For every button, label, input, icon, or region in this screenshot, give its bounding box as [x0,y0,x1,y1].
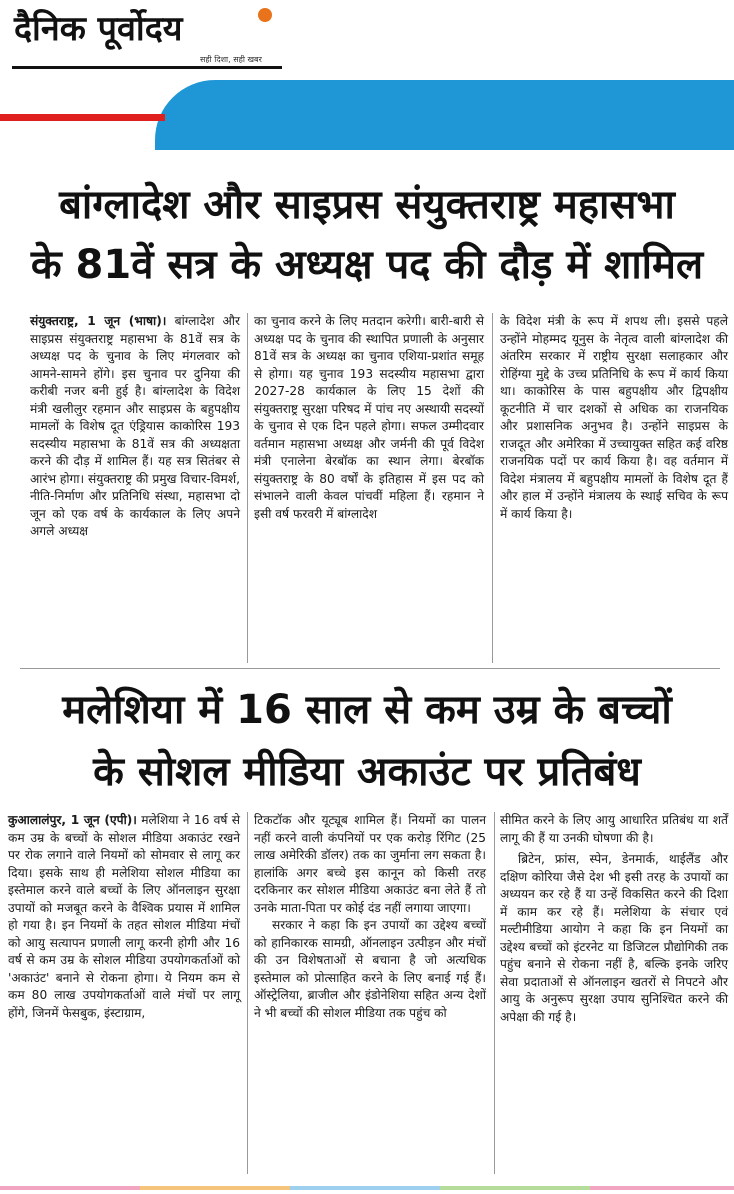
article1-col3-text: के विदेश मंत्री के रूप में शपथ ली। इससे पहले उन्होंने मोहम्मद यूनुस के नेतृत्व वाली बांग्लादेश की अंतरिम सरकार में राष्ट्रीय सुरक्षा सलाहकार और रोहिंग्या मुद्दे के उच्च प्रतिनिधि के रूप में कार्य किया था। काकोरिस के पास बहुपक्षीय और द्विपक्षीय कूटनीति में चार दशकों से अधिक का राजनयिक और प्रशासनिक अनुभव है। उन्होंने साइप्रस के राजदूत और अमेरिका में उच्चायुक्त सहित कई वरिष्ठ राजनयिक पदों पर कार्य किया है। वह वर्तमान में विदेश मंत्रालय में बहुपक्षीय मामलों के विशेष दूत हैं और हाल में उन्होंने मंत्रालय के स्थाई सचिव के रूप में कार्य किया है। [500,314,728,521]
column-divider [494,812,495,1174]
column-divider [247,812,248,1174]
article1-column-3 [500,313,728,523]
article1-headline-line2: के 81वें सत्र के अध्यक्ष पद की दौड़ में शामिल [30,242,704,288]
article2-headline-line2: के सोशल मीडिया अकाउंट पर प्रतिबंध [93,749,641,795]
banner-red-line [0,114,165,121]
article2-col3-p1: सीमित करने के लिए आयु आधारित प्रतिबंध या शर्तें लागू की हैं या उनकी घोषणा की है। [500,813,728,845]
banner-blue-bar [155,80,734,150]
newspaper-logo: दैनिक पूर्वोदय [14,9,183,49]
article2-column-2 [254,812,486,1022]
article1-col2-text: का चुनाव करने के लिए मतदान करेगी। बारी-बारी से अध्यक्ष पद के चुनाव की स्थापित प्रणाली के अनुसार 81वें सत्र के अध्यक्ष का चुनाव एशिया-प्रशांत समूह से होगा। यह चुनाव 193 सदस्यीय महासभा द्वारा 2027-28 कार्यकाल के लिए 15 देशों की संयुक्तराष्ट्र सुरक्षा परिषद में पांच नए अस्थायी सदस्यों के चुनाव से एक दिन पहले होगा। सफल उम्मीदवार वर्तमान महासभा अध्यक्ष और जर्मनी की पूर्व विदेश मंत्री एनालेना बेरबॉक का स्थान लेगा। बेरबॉक संयुक्तराष्ट्र के 80 वर्षों के इतिहास में इस पद को संभालने वाली केवल पांचवीं महिला हैं। रहमान ने इसी वर्ष फरवरी में बांग्लादेश [254,314,484,521]
article2-dateline: कुआलालंपुर, 1 जून (एपी)। [8,813,137,827]
article2-col2-p2: सरकार ने कहा कि इन उपायों का उद्देश्य बच्चों को हानिकारक सामग्री, ऑनलाइन उत्पीड़न और मंचों की उन विशेषताओं से बचाना है जो अत्यधिक इस्तेमाल को प्रोत्साहित करने के लिए बनाई गई हैं। ऑस्ट्रेलिया, ब्राजील और इंडोनेशिया सहित अन्य देशों ने भी बच्चों की सोशल मीडिया तक पहुंच को [254,918,486,1020]
logo-dot-icon [258,8,272,22]
section-divider [20,668,720,669]
column-divider [247,313,248,663]
tagline: सही दिशा, सही खबर [200,55,262,64]
article1-headline-line1: बांग्लादेश और साइप्रस संयुक्तराष्ट्र महासभा [59,182,675,228]
article2-headline-line1: मलेशिया में 16 साल से कम उम्र के बच्चों [62,687,672,733]
article1-col1-text: बांग्लादेश और साइप्रस संयुक्तराष्ट्र महासभा के 81वें सत्र के अध्यक्ष पद के चुनाव के लिए मंगलवार को आमने-सामने होंगे। इस चुनाव पर दुनिया की करीबी नजर बनी हुई है। बांग्लादेश के विदेश मंत्री खलीलुर रहमान और साइप्रस के बहुपक्षीय मामलों के विशेष दूत एंड्रियास काकोरिस 193 सदस्यीय महासभा के 81वें सत्र की अध्यक्षता करने की दौड़ में शामिल हैं। यह सत्र सितंबर से आरंभ होगा। संयुक्तराष्ट्र की प्रमुख विचार-विमर्श, नीति-निर्माण और प्रतिनिधि संस्था, महासभा दो जून को एक वर्ष के कार्यकाल के लिए अपने अगले अध्यक्ष [30,314,240,538]
article2-col3-p2: ब्रिटेन, फ्रांस, स्पेन, डेनमार्क, थाईलैंड और दक्षिण कोरिया जैसे देश भी इसी तरह के उपायों का अध्ययन कर रहे हैं या उन्हें विकसित करने की दिशा में काम कर रहे हैं। मलेशिया के संचार एवं मल्टीमीडिया आयोग ने कहा कि इन नियमों का उद्देश्य बच्चों को इंटरनेट या डिजिटल प्रौद्योगिकी तक पहुंच बनाने से रोकना नहीं है, बल्कि इनके जरिए सेवा प्रदाताओं से ऑनलाइन खतरों से निपटने और आयु के अनुरूप सुरक्षा उपाय सुनिश्चित करने की अपेक्षा की गई है। [500,852,728,1024]
article2-column-3 [500,812,728,1026]
masthead [0,0,734,80]
bottom-color-bar [0,1180,734,1194]
article2-col2-p1: टिकटॉक और यूट्यूब शामिल हैं। नियमों का पालन नहीं करने वाली कंपनियों पर एक करोड़ रिंगिट (25 लाख अमेरिकी डॉलर) तक का जुर्माना लग सकता है। हालांकि अगर बच्चे इस कानून को किसी तरह दरकिनार कर सोशल मीडिया अकाउंट बना लेते हैं तो उनके माता-पिता पर कोई दंड नहीं लगाया जाएगा। [254,813,486,915]
article1-column-2 [254,313,484,523]
article1-column-1 [30,313,240,541]
logo-underline [12,66,282,69]
article2-col1-text: मलेशिया ने 16 वर्ष से कम उम्र के बच्चों के सोशल मीडिया अकाउंट रखने पर रोक लगाने वाले नियमों को सोमवार से लागू कर दिया। इसके साथ ही मलेशिया सोशल मीडिया का इस्तेमाल करने वाले बच्चों के लिए ऑनलाइन सुरक्षा उपायों को मजबूत करने के वैश्विक प्रयास में शामिल हो गया है। इन नियमों के तहत सोशल मीडिया मंचों को आयु सत्यापन प्रणाली लागू करनी होगी और 16 वर्ष से कम उम्र के सोशल मीडिया उपयोगकर्ताओं को 'अकाउंट' बनाने से रोकना होगा। ये नियम कम से कम 80 लाख उपयोगकर्ताओं वाले मंचों पर लागू होंगे, जिनमें फेसबुक, इंस्टाग्राम, [8,813,240,1020]
article1-dateline: संयुक्तराष्ट्र, 1 जून (भाषा)। [30,314,167,328]
header-banner [0,80,734,154]
article2-column-1 [8,812,240,1022]
column-divider [492,313,493,663]
